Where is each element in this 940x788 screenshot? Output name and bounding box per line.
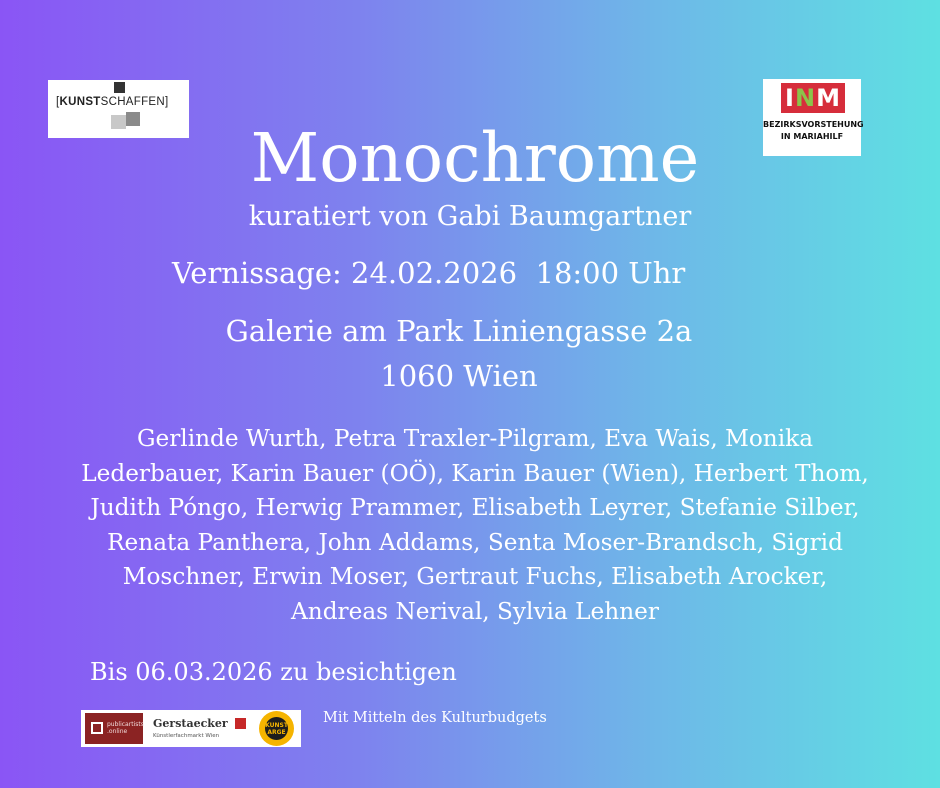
- artist-list: Gerlinde Wurth, Petra Traxler-Pilgram, Eva Wais, Monika Lederbauer, Karin Bauer (OÖ), Karin Bauer (Wien), Herbert Thom, Judith Póngo, Herwig Prammer, Elisabeth Leyrer, Stefanie Silber, Renata Panthera, John Addams, Senta Moser-Brandsch, Sigrid Moschner, Erwin Moser, Gertraut Fuchs, Elisabeth Arocker, Andreas Nerival, Sylvia Lehner: [81, 425, 869, 625]
- inm-subtitle: BEZIRKSVORSTEHUNG IN MARIAHILF: [763, 120, 864, 141]
- publicartists-text: publicartists .online: [107, 721, 144, 735]
- venue-city: 1060 Wien: [380, 359, 538, 393]
- publicartists-logo: [85, 713, 143, 744]
- kunstschaffen-wordmark: [KUNSTSCHAFFEN]: [56, 96, 169, 108]
- badge-text: KUNST ARGE: [265, 717, 288, 740]
- logo-square-dark: [114, 82, 125, 93]
- frame-icon: [91, 722, 103, 734]
- curator-line: kuratiert von Gabi Baumgartner: [248, 201, 692, 232]
- gerstaecker-subtitle: Künstlerfachmarkt Wien: [153, 733, 220, 739]
- exhibition-end-date: Bis 06.03.2026 zu besichtigen: [90, 658, 457, 686]
- sponsor-logos: [81, 710, 301, 747]
- venue-address: Galerie am Park Liniengasse 2a: [225, 314, 693, 348]
- gerstaecker-mark-icon: [235, 718, 246, 729]
- gerstaecker-name: Gerstaecker: [153, 717, 228, 730]
- exhibition-title: Monochrome: [250, 119, 700, 197]
- vernissage-date: Vernissage: 24.02.2026 18:00 Uhr: [172, 256, 686, 290]
- kunst-arge-badge: [259, 711, 294, 746]
- inm-letters: INM: [781, 83, 845, 113]
- funding-note: Mit Mitteln des Kulturbudgets: [323, 710, 547, 726]
- gerstaecker-logo: [153, 715, 253, 743]
